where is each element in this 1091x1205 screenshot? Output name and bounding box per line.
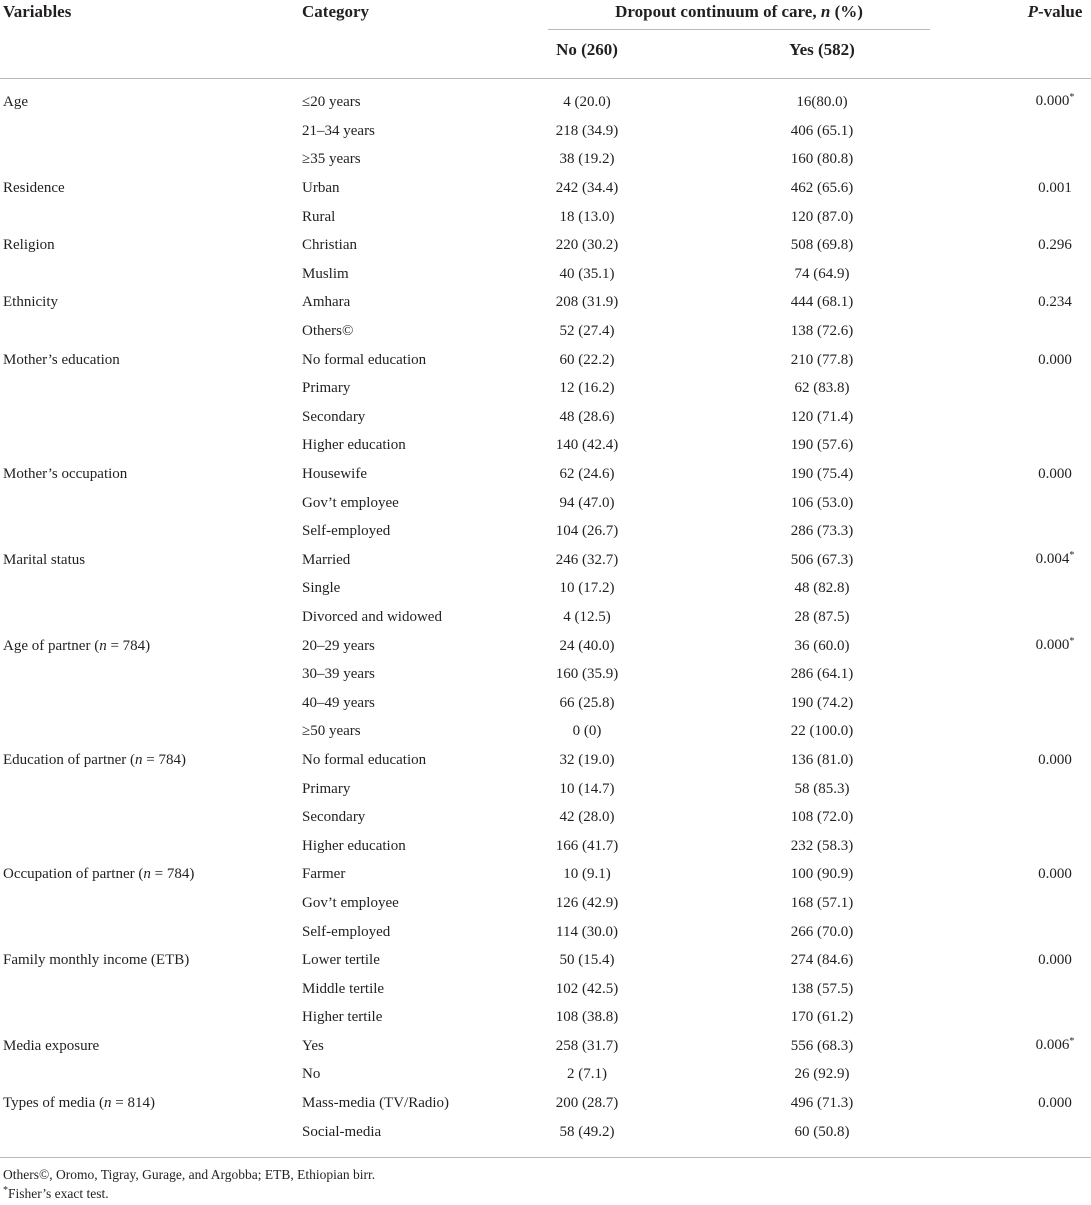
variable-cell <box>0 951 299 969</box>
category-cell: Higher tertile <box>302 1009 383 1026</box>
category-cell: Lower tertile <box>302 952 380 969</box>
category-cell: Higher education <box>302 437 406 454</box>
category-cell: ≥50 years <box>302 723 361 740</box>
superscript-mark: * <box>3 1185 8 1196</box>
p-value-cell <box>940 465 1091 483</box>
table-body <box>0 88 1091 1146</box>
text-segment: = 784) <box>142 751 186 768</box>
yes-count-cell: 496 (71.3) <box>790 1095 854 1112</box>
p-value-cell <box>940 1094 1091 1112</box>
table-row <box>0 546 1091 575</box>
no-count-cell: 24 (40.0) <box>559 637 615 654</box>
header-no: No (260) <box>556 40 618 59</box>
yes-count-cell: 48 (82.8) <box>794 580 850 597</box>
category-cell: Christian <box>302 237 357 254</box>
no-count-cell: 42 (28.0) <box>559 809 615 826</box>
table-row <box>0 431 1091 460</box>
yes-count-cell: 106 (53.0) <box>790 494 854 511</box>
p-value: 0.000 <box>1035 636 1070 653</box>
yes-count-cell: 62 (83.8) <box>794 380 850 397</box>
category-cell: 30–39 years <box>302 666 375 683</box>
fisher-exact-mark: * <box>1069 92 1075 104</box>
yes-count-cell: 286 (73.3) <box>790 523 854 540</box>
category-cell: Yes <box>302 1037 324 1054</box>
table-row <box>0 1060 1091 1089</box>
no-count-cell: 166 (41.7) <box>555 837 619 854</box>
no-count-cell: 4 (12.5) <box>563 608 611 625</box>
no-count-cell: 94 (47.0) <box>559 494 615 511</box>
variable-cell <box>0 179 299 197</box>
text-segment: Dropout continuum of care, <box>615 2 821 21</box>
text-segment: Mother’s occupation <box>3 466 128 483</box>
table-row <box>0 917 1091 946</box>
no-count-cell: 114 (30.0) <box>556 923 618 940</box>
yes-count-cell: 556 (68.3) <box>790 1037 854 1054</box>
text-segment: Occupation of partner ( <box>3 866 144 883</box>
no-count-cell: 60 (22.2) <box>559 351 615 368</box>
no-count-cell: 38 (19.2) <box>559 151 615 168</box>
text-segment: (%) <box>830 2 863 21</box>
no-count-cell: 208 (31.9) <box>555 294 619 311</box>
category-cell: Self-employed <box>302 523 391 540</box>
variable-cell <box>0 751 299 769</box>
variable-cell <box>0 351 299 369</box>
no-count-cell: 32 (19.0) <box>559 751 615 768</box>
category-cell: Gov’t employee <box>302 894 399 911</box>
italic-symbol: n <box>143 866 151 883</box>
variable-cell <box>0 93 299 111</box>
category-cell: Higher education <box>302 837 406 854</box>
p-value: 0.296 <box>1038 237 1072 254</box>
yes-count-cell: 26 (92.9) <box>794 1066 850 1083</box>
header-category: Category <box>302 2 370 21</box>
table-row <box>0 660 1091 689</box>
yes-count-cell: 100 (90.9) <box>790 866 854 883</box>
table-row <box>0 317 1091 346</box>
yes-count-cell: 210 (77.8) <box>790 351 854 368</box>
fisher-exact-mark: * <box>1069 1035 1075 1047</box>
category-cell: Primary <box>302 380 351 397</box>
italic-symbol: P <box>1027 2 1038 21</box>
yes-count-cell: 170 (61.2) <box>790 1009 854 1026</box>
text-segment: = 784) <box>150 866 195 883</box>
text-segment: Age <box>3 94 28 111</box>
yes-count-cell: 274 (84.6) <box>790 952 854 969</box>
table-row <box>0 488 1091 517</box>
yes-count-cell: 286 (64.1) <box>790 666 854 683</box>
no-count-cell: 246 (32.7) <box>555 551 619 568</box>
variable-cell <box>0 551 299 569</box>
yes-count-cell: 138 (57.5) <box>790 980 854 997</box>
italic-symbol: n <box>820 2 831 21</box>
category-cell: No formal education <box>302 351 427 368</box>
category-cell: Farmer <box>302 866 346 883</box>
table-row <box>0 517 1091 546</box>
text-segment: Ethnicity <box>3 294 58 311</box>
header-dropout-group <box>548 0 930 30</box>
category-cell: 21–34 years <box>302 122 375 139</box>
table-row <box>0 631 1091 660</box>
category-cell: Single <box>302 580 341 597</box>
yes-count-cell: 462 (65.6) <box>790 180 854 197</box>
category-cell: Gov’t employee <box>302 494 399 511</box>
category-cell: Muslim <box>302 265 349 282</box>
p-value: 0.004 <box>1035 550 1070 567</box>
yes-count-cell: 168 (57.1) <box>790 894 854 911</box>
no-count-cell: 104 (26.7) <box>555 523 619 540</box>
yes-count-cell: 406 (65.1) <box>790 122 854 139</box>
category-cell: Middle tertile <box>302 980 385 997</box>
yes-count-cell: 232 (58.3) <box>790 837 854 854</box>
text-segment: Media exposure <box>3 1037 100 1054</box>
no-count-cell: 242 (34.4) <box>555 180 619 197</box>
p-value-cell <box>940 179 1091 197</box>
text-segment: Education of partner ( <box>3 751 136 768</box>
p-value: 0.000 <box>1038 952 1072 969</box>
variable-cell <box>0 865 299 883</box>
no-count-cell: 66 (25.8) <box>559 694 615 711</box>
table-row <box>0 574 1091 603</box>
no-count-cell: 218 (34.9) <box>555 122 619 139</box>
p-value: 0.000 <box>1038 1095 1072 1112</box>
p-value-cell <box>940 865 1091 883</box>
table-row <box>0 260 1091 289</box>
table-row <box>0 860 1091 889</box>
no-count-cell: 52 (27.4) <box>559 323 615 340</box>
yes-count-cell: 74 (64.9) <box>794 265 850 282</box>
p-value-cell <box>940 1036 1091 1056</box>
category-cell: No formal education <box>302 751 427 768</box>
text-segment: Family monthly income (ETB) <box>3 952 190 969</box>
variable-cell <box>0 465 299 483</box>
no-count-cell: 108 (38.8) <box>555 1009 619 1026</box>
no-count-cell: 50 (15.4) <box>559 952 615 969</box>
category-cell: Married <box>302 551 351 568</box>
table-row <box>0 174 1091 203</box>
yes-count-cell: 28 (87.5) <box>794 608 850 625</box>
text-segment: Residence <box>3 180 65 197</box>
no-count-cell: 258 (31.7) <box>555 1037 619 1054</box>
yes-count-cell: 22 (100.0) <box>790 723 854 740</box>
no-count-cell: 62 (24.6) <box>559 466 615 483</box>
category-cell: Social-media <box>302 1123 382 1140</box>
footnote <box>3 1184 375 1205</box>
no-count-cell: 102 (42.5) <box>555 980 619 997</box>
variable-cell <box>0 637 299 655</box>
p-value: 0.000 <box>1038 866 1072 883</box>
yes-count-cell: 444 (68.1) <box>790 294 854 311</box>
no-count-cell: 40 (35.1) <box>559 265 615 282</box>
no-count-cell: 160 (35.9) <box>555 666 619 683</box>
yes-count-cell: 60 (50.8) <box>794 1123 850 1140</box>
table-row <box>0 1003 1091 1032</box>
no-count-cell: 48 (28.6) <box>559 408 615 425</box>
yes-count-cell: 508 (69.8) <box>790 237 854 254</box>
yes-count-cell: 506 (67.3) <box>790 551 854 568</box>
table-row <box>0 117 1091 146</box>
p-value: 0.001 <box>1038 180 1072 197</box>
text-segment: Mother’s education <box>3 351 120 368</box>
table-row <box>0 774 1091 803</box>
text-segment: Fisher’s exact test. <box>8 1186 109 1201</box>
variable-cell <box>0 293 299 311</box>
yes-count-cell: 120 (87.0) <box>790 208 854 225</box>
table-row <box>0 831 1091 860</box>
no-count-cell: 220 (30.2) <box>555 237 619 254</box>
no-count-cell: 10 (9.1) <box>563 866 611 883</box>
table-row <box>0 889 1091 918</box>
p-value-cell <box>940 951 1091 969</box>
table-row <box>0 803 1091 832</box>
p-value-cell <box>940 92 1091 112</box>
category-cell: Divorced and widowed <box>302 608 442 625</box>
yes-count-cell: 190 (75.4) <box>790 466 854 483</box>
text-segment: Types of media ( <box>3 1095 105 1112</box>
category-cell: Urban <box>302 180 340 197</box>
table-row <box>0 746 1091 775</box>
no-count-cell: 126 (42.9) <box>555 894 619 911</box>
table-row <box>0 145 1091 174</box>
category-cell: ≤20 years <box>302 94 361 111</box>
p-value-cell <box>940 636 1091 656</box>
category-cell: Secondary <box>302 408 366 425</box>
variable-cell <box>0 1037 299 1055</box>
category-cell: Housewife <box>302 466 367 483</box>
table-row <box>0 717 1091 746</box>
yes-count-cell: 190 (57.6) <box>790 437 854 454</box>
text-segment: -value <box>1038 2 1083 21</box>
category-cell: No <box>302 1066 321 1083</box>
yes-count-cell: 160 (80.8) <box>790 151 854 168</box>
category-cell: Secondary <box>302 809 366 826</box>
table-row <box>0 1117 1091 1146</box>
p-value-cell <box>940 751 1091 769</box>
yes-count-cell: 16(80.0) <box>796 94 848 111</box>
table-footnotes <box>3 1165 375 1205</box>
yes-count-cell: 36 (60.0) <box>794 637 850 654</box>
p-value: 0.000 <box>1038 351 1072 368</box>
text-segment: Age of partner ( <box>3 637 100 654</box>
category-cell: Others© <box>302 323 354 340</box>
variable-cell <box>0 1094 299 1112</box>
fisher-exact-mark: * <box>1069 635 1075 647</box>
category-cell: Rural <box>302 208 336 225</box>
italic-symbol: n <box>135 751 143 768</box>
no-count-cell: 4 (20.0) <box>563 94 611 111</box>
p-value-cell <box>940 550 1091 570</box>
no-count-cell: 200 (28.7) <box>555 1095 619 1112</box>
italic-symbol: n <box>99 637 107 654</box>
p-value: 0.234 <box>1038 294 1072 311</box>
italic-symbol: n <box>104 1095 112 1112</box>
no-count-cell: 10 (14.7) <box>559 780 615 797</box>
table-row <box>0 374 1091 403</box>
p-value: 0.000 <box>1038 751 1072 768</box>
table-row <box>0 231 1091 260</box>
no-count-cell: 0 (0) <box>572 723 602 740</box>
table-bottom-rule <box>0 1157 1091 1158</box>
text-segment: = 784) <box>106 637 151 654</box>
table-row <box>0 1089 1091 1118</box>
table-row <box>0 1032 1091 1061</box>
yes-count-cell: 266 (70.0) <box>790 923 854 940</box>
no-count-cell: 12 (16.2) <box>559 380 615 397</box>
footnote <box>3 1165 375 1184</box>
p-value: 0.000 <box>1035 93 1070 110</box>
category-cell: Primary <box>302 780 351 797</box>
p-value-cell <box>940 236 1091 254</box>
yes-count-cell: 190 (74.2) <box>790 694 854 711</box>
no-count-cell: 58 (49.2) <box>559 1123 615 1140</box>
header-p-value <box>1020 2 1090 22</box>
yes-count-cell: 120 (71.4) <box>790 408 854 425</box>
no-count-cell: 140 (42.4) <box>555 437 619 454</box>
category-cell: 40–49 years <box>302 694 375 711</box>
p-value: 0.000 <box>1038 466 1072 483</box>
category-cell: Mass-media (TV/Radio) <box>302 1095 450 1112</box>
text-segment: Religion <box>3 237 55 254</box>
table-row <box>0 288 1091 317</box>
table-row <box>0 946 1091 975</box>
yes-count-cell: 136 (81.0) <box>790 751 854 768</box>
no-count-cell: 2 (7.1) <box>567 1066 607 1083</box>
category-cell: 20–29 years <box>302 637 375 654</box>
table-row <box>0 202 1091 231</box>
p-value-cell <box>940 293 1091 311</box>
table-row <box>0 460 1091 489</box>
p-value-cell <box>940 351 1091 369</box>
fisher-exact-mark: * <box>1069 549 1075 561</box>
category-cell: Self-employed <box>302 923 391 940</box>
header-yes: Yes (582) <box>789 40 855 59</box>
yes-count-cell: 108 (72.0) <box>790 809 854 826</box>
p-value: 0.006 <box>1035 1036 1070 1053</box>
table-header <box>0 0 1091 79</box>
variable-cell <box>0 236 299 254</box>
header-variables: Variables <box>3 2 72 21</box>
text-segment: = 814) <box>111 1095 155 1112</box>
table-row <box>0 403 1091 432</box>
category-cell: Amhara <box>302 294 351 311</box>
no-count-cell: 18 (13.0) <box>559 208 615 225</box>
category-cell: ≥35 years <box>302 151 361 168</box>
table-row <box>0 603 1091 632</box>
text-segment: Others©, Oromo, Tigray, Gurage, and Argobba; ETB, Ethiopian birr. <box>3 1167 376 1182</box>
yes-count-cell: 58 (85.3) <box>794 780 850 797</box>
table-row <box>0 88 1091 117</box>
table-row <box>0 688 1091 717</box>
table-row <box>0 974 1091 1003</box>
no-count-cell: 10 (17.2) <box>559 580 615 597</box>
text-segment: Marital status <box>3 551 86 568</box>
yes-count-cell: 138 (72.6) <box>790 323 854 340</box>
table-row <box>0 345 1091 374</box>
